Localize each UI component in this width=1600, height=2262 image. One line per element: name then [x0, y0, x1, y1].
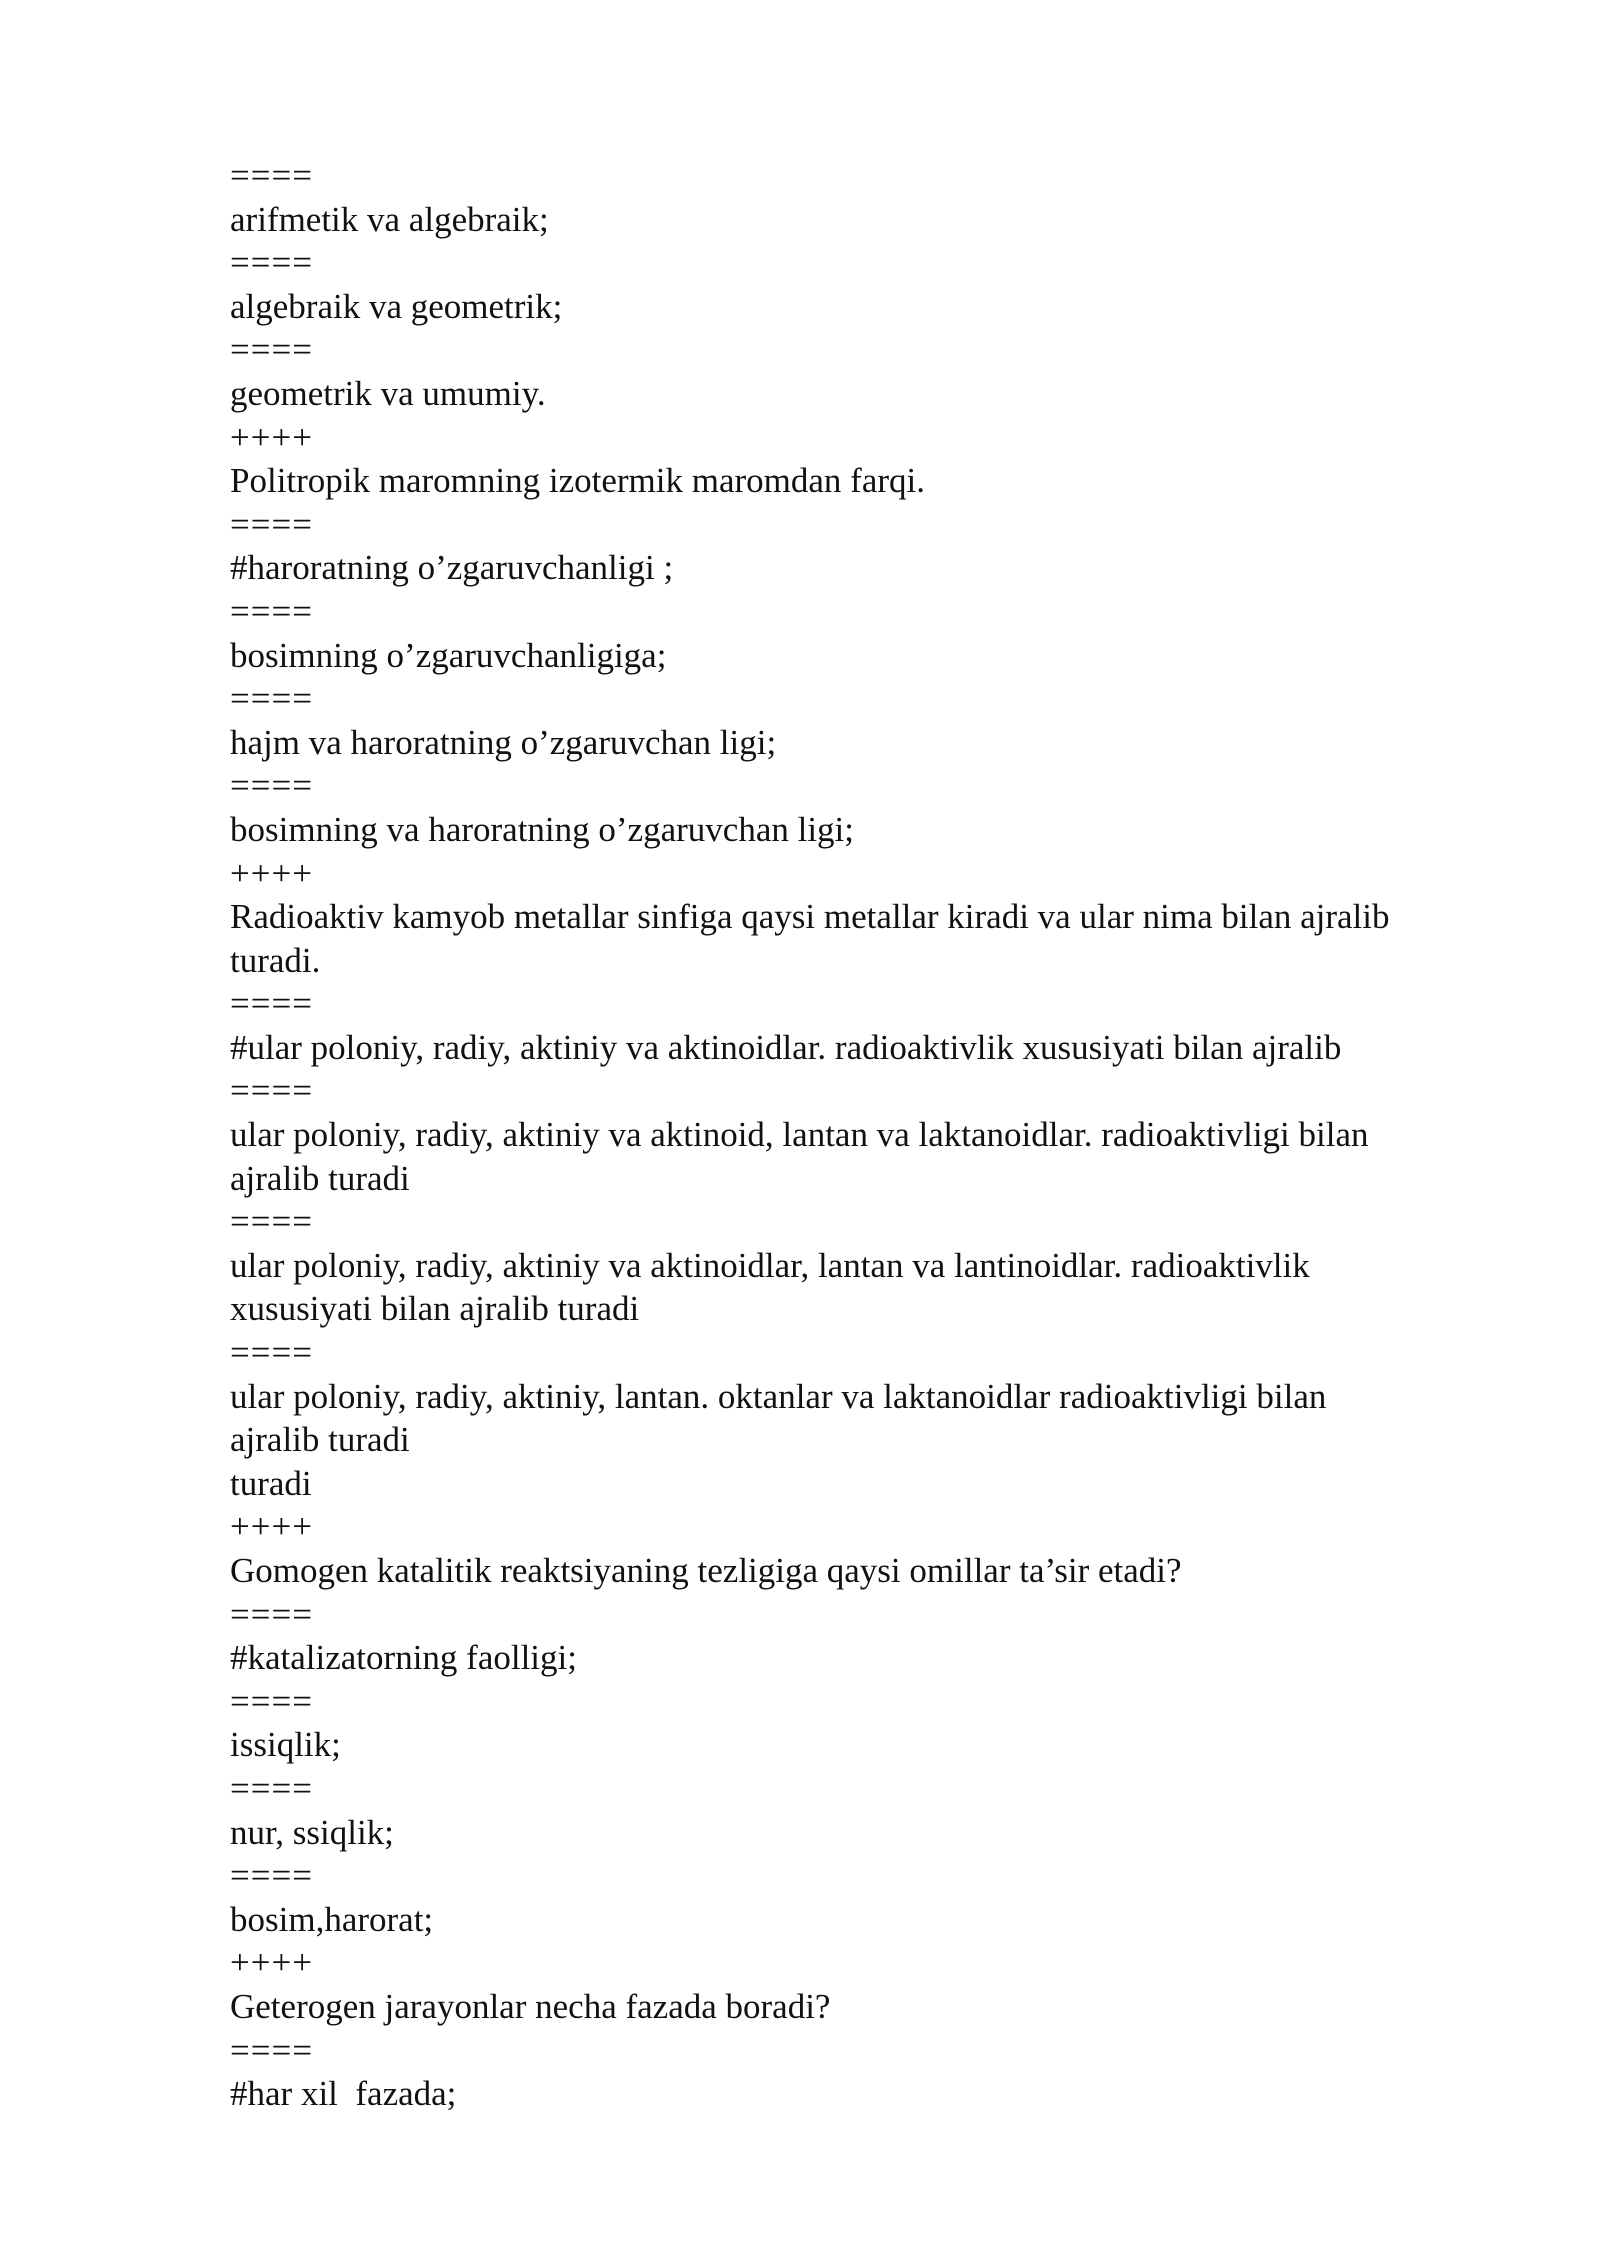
question-marker: ++++ [230, 1507, 313, 1547]
question-text: Gomogen katalitik reaktsiyaning tezligiga qaysi omillar ta’sir etadi? [230, 1551, 1182, 1590]
answer-option: ular poloniy, radiy, aktiniy, lantan. oktanlar va laktanoidlar radioaktivligi bilan [230, 1376, 1327, 1416]
answer-option-continued: ajralib turadi [230, 1420, 410, 1460]
answer-option: issiqlik; [230, 1725, 341, 1765]
answer-option: bosimning va haroratning o’zgaruvchan ligi; [230, 809, 855, 849]
separator-line: ==== [230, 984, 313, 1024]
correct-answer-option: #katalizatorning faolligi; [230, 1638, 577, 1678]
separator-line: ==== [230, 1856, 313, 1896]
separator-line: ==== [230, 504, 313, 544]
question-text: Geterogen jarayonlar necha fazada boradi? [230, 1986, 831, 2026]
question-text: Politropik maromning izotermik maromdan farqi. [230, 461, 925, 501]
separator-line: ==== [230, 1594, 313, 1634]
separator-line: ==== [230, 156, 313, 195]
separator-line: ==== [230, 1333, 313, 1373]
answer-option: ular poloniy, radiy, aktiniy va aktinoidlar, lantan va lantinoidlar. radioaktivlik [230, 1245, 1310, 1285]
separator-line: ==== [230, 1071, 313, 1111]
correct-answer-option: #haroratning o’zgaruvchanligi ; [230, 548, 674, 588]
answer-option-continued: turadi [230, 1463, 312, 1503]
answer-option-continued: ajralib turadi [230, 1158, 410, 1198]
answer-option-continued: xususiyati bilan ajralib turadi [230, 1289, 640, 1329]
separator-line: ==== [230, 1202, 313, 1242]
answer-option: arifmetik va algebraik; [230, 199, 549, 239]
answer-option: bosimning o’zgaruvchanligiga; [230, 635, 667, 675]
separator-line: ==== [230, 1768, 313, 1808]
correct-answer-option: #har xil fazada; [230, 2074, 457, 2114]
separator-line: ==== [230, 1681, 313, 1721]
document-body [230, 154, 1500, 2116]
question-marker: ++++ [230, 853, 313, 893]
answer-option: bosim,harorat; [230, 1899, 434, 1939]
question-marker: ++++ [230, 1943, 313, 1983]
separator-line: ==== [230, 591, 313, 631]
question-text: Radioaktiv kamyob metallar sinfiga qaysi metallar kiradi va ular nima bilan ajralib [230, 897, 1390, 937]
question-text-continued: turadi. [230, 940, 321, 980]
separator-line: ==== [230, 766, 313, 806]
correct-answer-option: #ular poloniy, radiy, aktiniy va aktinoidlar. radioaktivlik xususiyati bilan ajralib [230, 1027, 1342, 1067]
answer-option: hajm va haroratning o’zgaruvchan ligi; [230, 722, 777, 762]
answer-option: ular poloniy, radiy, aktiniy va aktinoid, lantan va laktanoidlar. radioaktivligi bilan [230, 1115, 1369, 1155]
separator-line: ==== [230, 330, 313, 370]
answer-option: geometrik va umumiy. [230, 373, 546, 413]
answer-option: algebraik va geometrik; [230, 286, 563, 326]
separator-line: ==== [230, 243, 313, 283]
answer-option: nur, ssiqlik; [230, 1812, 394, 1852]
separator-line: ==== [230, 679, 313, 719]
question-marker: ++++ [230, 417, 313, 457]
separator-line: ==== [230, 2030, 313, 2070]
